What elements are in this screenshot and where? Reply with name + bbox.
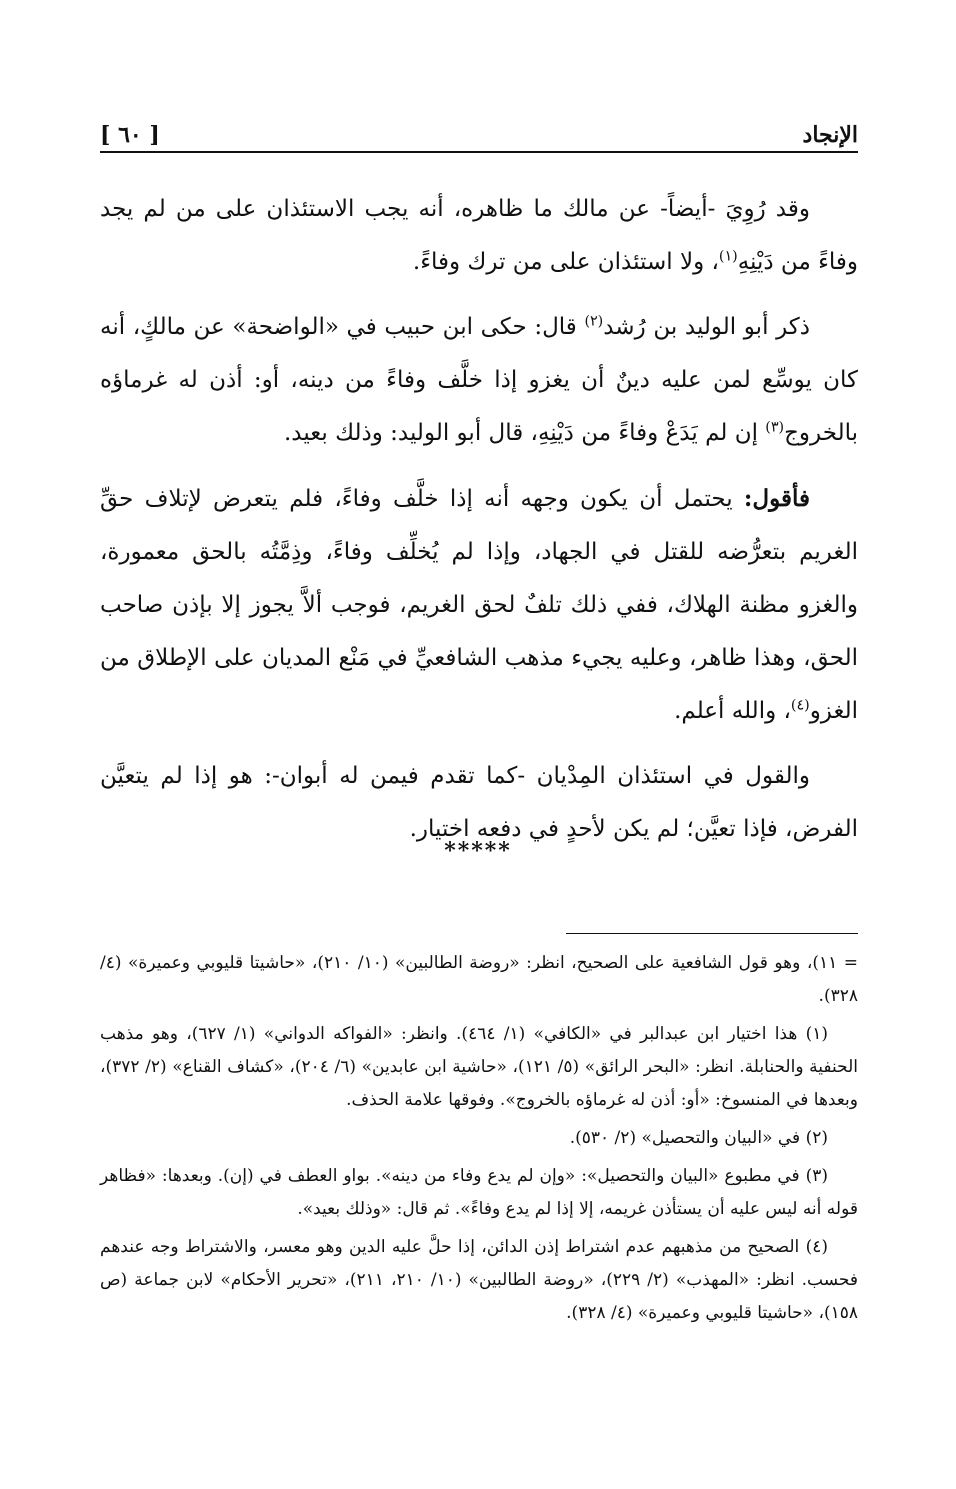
section-separator: ***** [444, 838, 512, 864]
footnote-1: (١) هذا اختيار ابن عبدالبر في «الكافي» (١/ ٤٦٤). وانظر: «الفواكه الدواني» (١/ ٦٢٧)، وهو مذهب الحنفية والحنابلة. انظر: «البحر الرائق» (٥/ ١٢١)، «حاشية ابن عابدين» (٦/ ٢٠٤)، «كشاف القناع» (٢/ ٣٧٢)، وبعدها في المنسوخ: «أو: أذن له غرماؤه بالخروج». وفوقها علامة الحذف. [100, 1024, 859, 1110]
footnote-ref-4: (٤) [790, 697, 810, 714]
footnote-3: (٣) في مطبوع «البيان والتحصيل»: «وإن لم يدع وفاء من دينه». بواو العطف في (إن). وبعدها: «فظاهر قوله أنه ليس عليه أن يستأذن غريمه، إلا إذا لم يدع وفاءً». ثم قال: «وذلك بعيد». [100, 1166, 858, 1219]
footnote-ref-2: (٢) [584, 313, 604, 330]
paragraph-lead: فأقول: [743, 485, 810, 512]
page-number: [ ٦٠ ] [100, 122, 160, 148]
footnote-ref-3: (٣) [765, 419, 785, 436]
footnote-continuation: = ١١)، وهو قول الشافعية على الصحيح، انظر: «روضة الطالبين» (١٠/ ٢١٠)، «حاشيتا قليوبي وعميرة» (٤/ ٣٢٨). [100, 953, 858, 1006]
running-head [100, 108, 858, 148]
book-title: الإنجاد [802, 122, 858, 148]
main-text [100, 183, 858, 868]
paragraph-4: والقول في استئذان المِدْيان -كما تقدم فيمن له أبوان-: هو إذا لم يتعيَّن الفرض، فإذا تعيَّن؛ لم يكن لأحدٍ في دفعه اختيار. [100, 763, 858, 842]
footnotes [100, 947, 858, 1335]
header-rule [100, 151, 858, 153]
paragraph-3: فأقول: يحتمل أن يكون وجهه أنه إذا خلَّف وفاءً، فلم يتعرض لإتلاف حقِّ الغريم بتعرُّضه للقتل في الجهاد، وإذا لم يُخلِّف وفاءً، وذِمَّتُه بالحق معمورة، والغزو مظنة الهلاك، ففي ذلك تلفٌ لحق الغريم، فوجب ألاَّ يجوز إلا بإذن صاحب الحق، وهذا ظاهر، وعليه يجيء مذهب الشافعيِّ في مَنْع المديان على الإطلاق من الغزو$^{(٤)}$، والله أعلم. [100, 485, 858, 724]
footnote-rule [566, 933, 858, 934]
footnote-4: (٤) الصحيح من مذهبهم عدم اشتراط إذن الدائن، إذا حلَّ عليه الدين وهو معسر، والاشتراط وجه عندهم فحسب. انظر: «المهذب» (٢/ ٢٢٩)، «روضة الطالبين» (١٠/ ٢١٠، ٢١١)، «تحرير الأحكام» لابن جماعة (ص ١٥٨)، «حاشيتا قليوبي وعميرة» (٤/ ٣٢٨). [100, 1237, 859, 1323]
footnote-ref-1: (١) [718, 248, 738, 265]
paragraph-1: وقد رُوِيَ -أيضاً- عن مالك ما ظاهره، أنه يجب الاستئذان على من لم يجد وفاءً من دَيْنِهِ$^{(١)}$، ولا استئذان على من ترك وفاءً. [100, 196, 858, 275]
footnote-2: (٢) في «البيان والتحصيل» (٢/ ٥٣٠). [569, 1128, 828, 1148]
paragraph-2: ذكر أبو الوليد بن رُشد$^{(٢)}$ قال: حكى ابن حبيب في «الواضحة» عن مالكٍ، أنه كان يوسِّع لمن عليه دينٌ أن يغزو إذا خلَّف وفاءً من دينه، أو: أذن له غرماؤه بالخروج$^{(٣)}$ إن لم يَدَعْ وفاءً من دَيْنِهِ، قال أبو الوليد: وذلك بعيد. [100, 313, 858, 446]
